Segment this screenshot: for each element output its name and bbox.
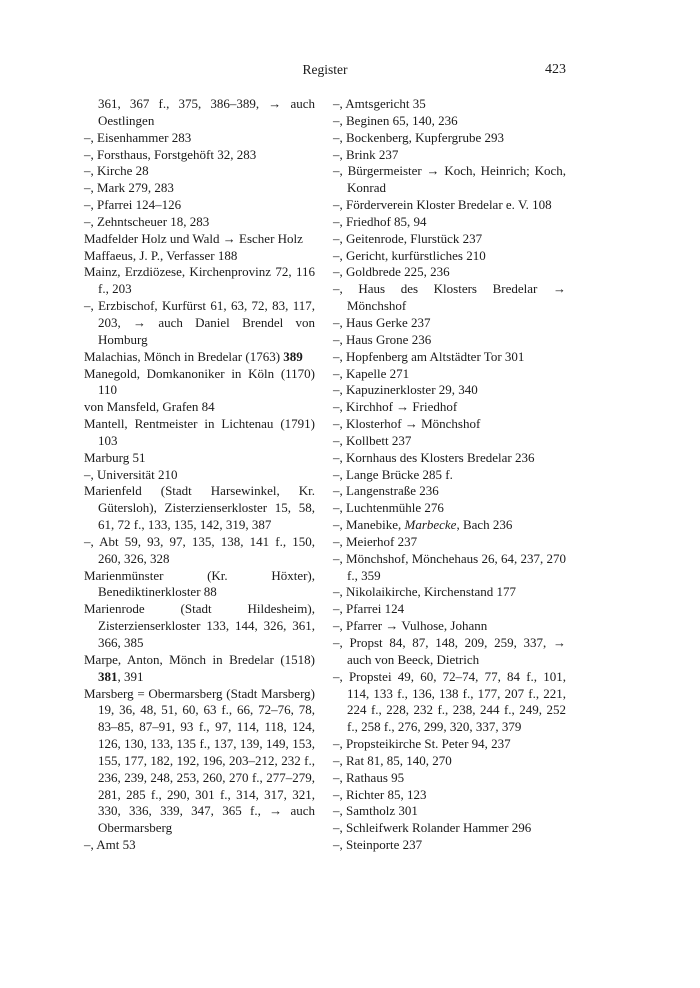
index-entry xyxy=(84,248,315,265)
index-entry xyxy=(84,349,315,366)
index-entry-text: –, Eisenhammer 283 xyxy=(84,129,192,145)
index-entry xyxy=(333,264,566,281)
index-entry xyxy=(84,366,315,400)
index-entry xyxy=(333,433,566,450)
index-entry xyxy=(333,669,566,736)
index-entry xyxy=(333,214,566,231)
index-entry-text: –, Kirchhof → Friedhof xyxy=(333,399,458,415)
index-entry-text: –, Propstei 49, 60, 72–74, 77, 84 f., 101, 114, 133 f., 136, 138 f., 177, 207 f., 221, 224 f., 228, 232 f., 238, 244 f., 249, 252 f., 258 f., 276, 299, 320, 337, 379 xyxy=(333,668,566,735)
index-entry-text: –, Pfarrei 124–126 xyxy=(84,197,182,213)
index-entry xyxy=(84,686,315,838)
index-entry xyxy=(333,837,566,854)
index-entry-text: Marsberg = Obermarsberg (Stadt Marsberg) 19, 36, 48, 51, 60, 63 f., 66, 72–76, 78, 83–85, 87–91, 93 f., 97, 114, 118, 124, 126, 130, 133, 135 f., 137, 139, 149, 153, 155, 177, 182, 192, 196, 203–212, 232 f., 236, 239, 248, 253, 260, 270 f., 277–279, 281, 285 f., 290, 301 f., 314, 317, 321, 330, 336, 339, 347, 365 f., → auch Obermarsberg xyxy=(84,685,315,836)
index-entry-text: –, Lange Brücke 285 f. xyxy=(333,466,453,482)
index-entry-text: –, Haus Gerke 237 xyxy=(333,314,431,330)
index-entry-text: –, Amtsgericht 35 xyxy=(333,96,426,111)
index-entry-bold: 381 xyxy=(98,668,118,684)
index-entry-text: Mantell, Rentmeister in Lichtenau (1791) 103 xyxy=(84,416,315,448)
index-entry-text: Marburg 51 xyxy=(84,449,146,465)
index-entry xyxy=(333,349,566,366)
index-entry xyxy=(333,467,566,484)
index-entry xyxy=(333,281,566,315)
index-entry-text: Madfelder Holz und Wald → Escher Holz xyxy=(84,230,303,246)
index-entry-text: –, Nikolaikirche, Kirchenstand 177 xyxy=(333,584,517,600)
index-entry-text: –, Kirche 28 xyxy=(84,163,149,179)
index-entry xyxy=(333,231,566,248)
index-entry-italic: Marbecke xyxy=(404,517,457,533)
index-entry-text: –, Universität 210 xyxy=(84,466,178,482)
index-entry-text: –, Kapuzinerkloster 29, 340 xyxy=(333,382,478,398)
index-entry-text: Marienmünster (Kr. Höxter), Benediktinerkloster 88 xyxy=(84,567,315,600)
index-entry-text: –, Abt 59, 93, 97, 135, 138, 141 f., 150, 260, 326, 328 xyxy=(84,533,315,566)
index-entry-text: Mainz, Erzdiözese, Kirchenprovinz 72, 116 f., 203 xyxy=(84,264,315,297)
index-entry xyxy=(333,147,566,164)
index-entry-text: –, Erzbischof, Kurfürst 61, 63, 72, 83, 117, 203, → auch Daniel Brendel von Homburg xyxy=(84,298,315,347)
index-entry xyxy=(84,483,315,534)
index-entry-text: –, Haus des Klosters Bredelar → Mönchshof xyxy=(333,281,566,314)
index-entry xyxy=(84,130,315,147)
index-entry-text: 361, 367 f., 375, 386–389, → auch Oestlingen xyxy=(98,96,315,128)
index-entry xyxy=(84,568,315,602)
index-entry xyxy=(333,736,566,753)
index-entry xyxy=(333,517,566,534)
index-entry-text: Manegold, Domkanoniker in Köln (1170) 110 xyxy=(84,365,315,398)
index-entry xyxy=(333,399,566,416)
index-entry-text: von Mansfeld, Grafen 84 xyxy=(84,399,215,415)
index-entry-text: –, Hopfenberg am Altstädter Tor 301 xyxy=(333,348,525,364)
index-entry xyxy=(84,96,315,130)
index-entry xyxy=(333,450,566,467)
index-entry xyxy=(84,298,315,349)
index-entry xyxy=(333,534,566,551)
index-entry-text: –, Zehntscheuer 18, 283 xyxy=(84,213,210,229)
index-entry-text: –, Bockenberg, Kupfergrube 293 xyxy=(333,129,505,145)
index-entry xyxy=(84,180,315,197)
index-entry-text: –, Samtholz 301 xyxy=(333,803,418,819)
index-entry xyxy=(333,197,566,214)
index-column-left xyxy=(84,96,315,854)
index-entry-text: –, Geitenrode, Flurstück 237 xyxy=(333,230,483,246)
index-entry-post: , Bach 236 xyxy=(456,517,513,533)
index-entry xyxy=(333,584,566,601)
index-entry xyxy=(84,534,315,568)
index-entry xyxy=(84,214,315,231)
index-entry-text: –, Rathaus 95 xyxy=(333,769,405,785)
index-entry-text: –, Luchtenmühle 276 xyxy=(333,500,444,516)
index-entry-pre: Malachias, Mönch in Bredelar (1763) xyxy=(84,348,284,364)
index-entry xyxy=(84,601,315,652)
index-entry xyxy=(333,500,566,517)
index-entry xyxy=(333,113,566,130)
index-entry xyxy=(333,601,566,618)
running-head-title: Register xyxy=(302,62,348,77)
index-entry xyxy=(333,770,566,787)
index-entry xyxy=(333,382,566,399)
index-entry xyxy=(333,332,566,349)
index-entry xyxy=(84,163,315,180)
index-entry xyxy=(333,618,566,635)
index-entry xyxy=(333,483,566,500)
index-entry-text: –, Rat 81, 85, 140, 270 xyxy=(333,752,452,768)
index-entry-pre: Marpe, Anton, Mönch in Bredelar (1518) xyxy=(84,651,315,667)
index-entry xyxy=(84,416,315,450)
index-entry-text: –, Steinporte 237 xyxy=(333,837,423,853)
index-entry-pre: –, Manebike, xyxy=(333,517,405,533)
index-entry-text: –, Forsthaus, Forstgehöft 32, 283 xyxy=(84,146,257,162)
index-entry-post: , 391 xyxy=(117,668,144,684)
index-entry-text: –, Langenstraße 236 xyxy=(333,483,439,499)
index-entry xyxy=(84,467,315,484)
index-entry-text: Marienrode (Stadt Hildesheim), Zisterzienserkloster 133, 144, 326, 361, 366, 385 xyxy=(84,601,315,650)
index-entry-text: –, Friedhof 85, 94 xyxy=(333,213,427,229)
index-entry-text: –, Goldbrede 225, 236 xyxy=(333,264,450,280)
index-entry-text: –, Gericht, kurfürstliches 210 xyxy=(333,247,486,263)
index-entry-text: Maffaeus, J. P., Verfasser 188 xyxy=(84,247,238,263)
index-entry xyxy=(84,652,315,686)
index-entry-text: –, Amt 53 xyxy=(84,837,136,853)
running-head xyxy=(84,62,566,82)
index-entry xyxy=(84,399,315,416)
index-entry xyxy=(333,248,566,265)
index-entry xyxy=(84,264,315,298)
index-entry xyxy=(333,96,566,113)
index-entry-text: –, Brink 237 xyxy=(333,146,399,162)
index-entry-text: –, Propst 84, 87, 148, 209, 259, 337, → auch von Beeck, Dietrich xyxy=(333,635,566,667)
index-entry-text: –, Schleifwerk Rolander Hammer 296 xyxy=(333,820,532,836)
index-entry xyxy=(84,197,315,214)
index-entry xyxy=(333,416,566,433)
index-entry-text: –, Bürgermeister → Koch, Heinrich; Koch, Konrad xyxy=(333,163,566,196)
index-entry xyxy=(84,837,315,854)
index-entry xyxy=(333,366,566,383)
index-entry-text: –, Kollbett 237 xyxy=(333,432,412,448)
index-entry xyxy=(333,163,566,197)
index-entry-text: –, Kornhaus des Klosters Bredelar 236 xyxy=(333,449,535,465)
index-entry xyxy=(333,635,566,669)
index-entry xyxy=(84,450,315,467)
index-column-right xyxy=(333,96,566,854)
index-entry-text: –, Mark 279, 283 xyxy=(84,180,174,196)
index-entry-text: –, Klosterhof → Mönchshof xyxy=(333,416,481,432)
index-entry-text: –, Förderverein Kloster Bredelar e. V. 108 xyxy=(333,197,552,213)
index-entry-text: –, Pfarrei 124 xyxy=(333,601,405,617)
index-entry-text: –, Pfarrer → Vulhose, Johann xyxy=(333,618,488,634)
index-entry xyxy=(333,803,566,820)
index-entry xyxy=(333,787,566,804)
index-entry-text: –, Mönchshof, Mönchehaus 26, 64, 237, 270 f., 359 xyxy=(333,550,566,583)
index-entry-text: Marienfeld (Stadt Harsewinkel, Kr. Gütersloh), Zisterzienserkloster 15, 58, 61, 72 f., 133, 135, 142, 319, 387 xyxy=(84,483,315,533)
page-number: 423 xyxy=(545,62,566,77)
index-entry-text: –, Haus Grone 236 xyxy=(333,331,432,347)
index-entry xyxy=(84,147,315,164)
index-entry xyxy=(84,231,315,248)
index-entry-bold: 389 xyxy=(283,348,303,364)
index-entry xyxy=(333,820,566,837)
index-entry-text: –, Propsteikirche St. Peter 94, 237 xyxy=(333,736,511,752)
index-entry-text: –, Beginen 65, 140, 236 xyxy=(333,112,458,128)
index-entry-text: –, Meierhof 237 xyxy=(333,533,418,549)
index-entry xyxy=(333,753,566,770)
index-entry xyxy=(333,130,566,147)
index-entry xyxy=(333,551,566,585)
index-entry-text: –, Richter 85, 123 xyxy=(333,786,427,802)
index-entry xyxy=(333,315,566,332)
index-entry-text: –, Kapelle 271 xyxy=(333,365,410,381)
